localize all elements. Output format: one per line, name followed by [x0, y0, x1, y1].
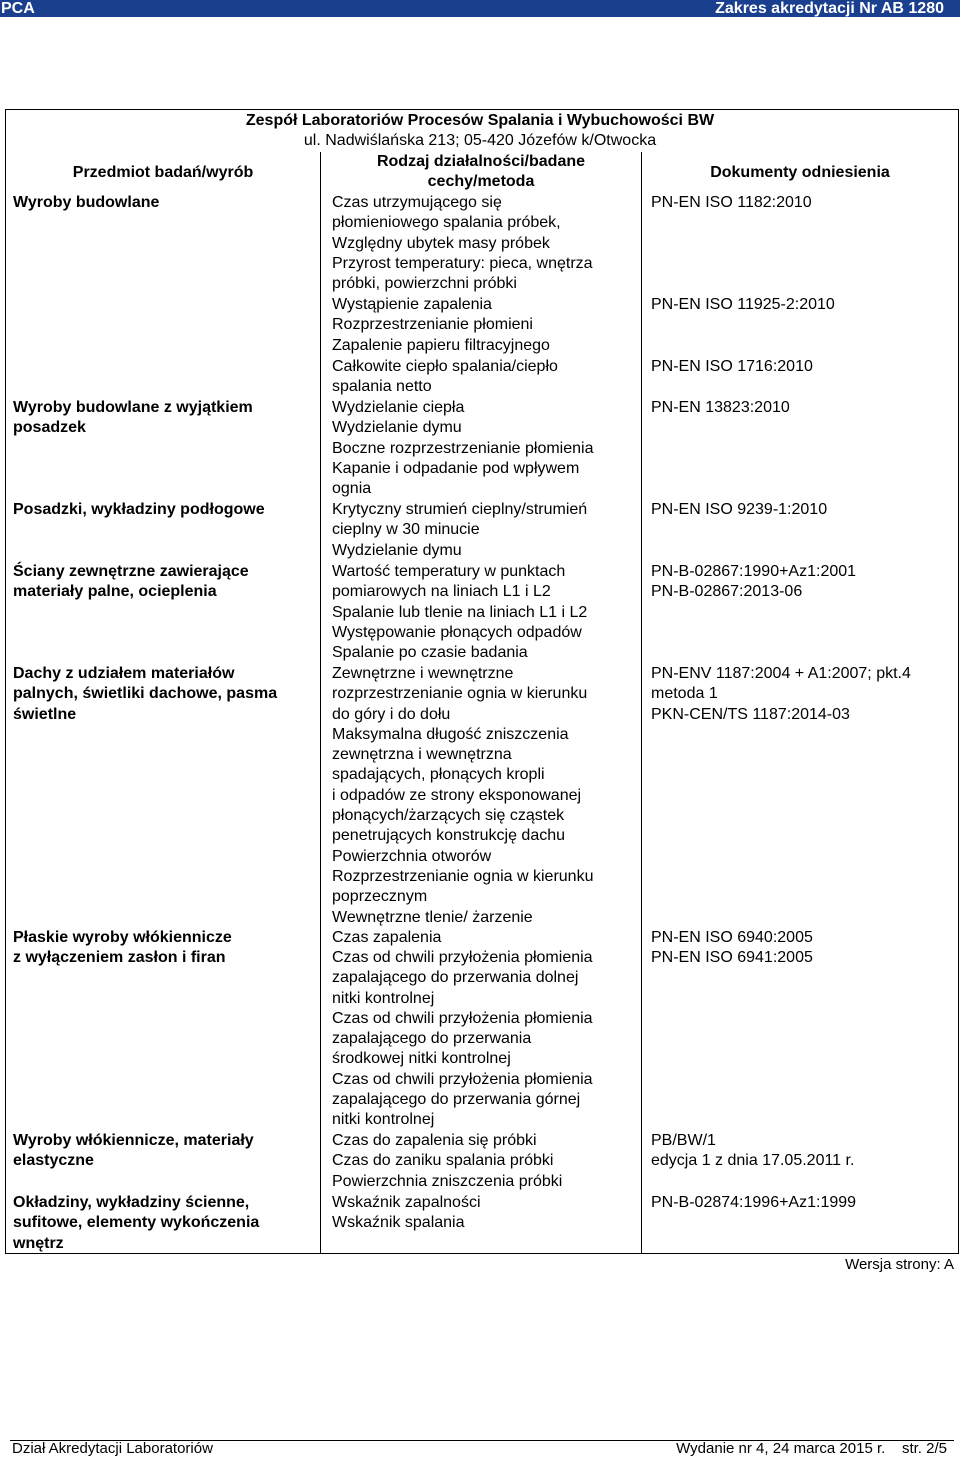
row-method: Wskaźnik zapalności Wskaźnik spalania [332, 1194, 481, 1232]
row-reference: PN-EN ISO 1716:2010 [651, 358, 813, 375]
footer-department: Dział Akredytacji Laboratoriów [12, 1440, 213, 1457]
row-subject: Okładziny, wykładziny ścienne, sufitowe, elementy wykończenia wnętrz [13, 1194, 260, 1252]
row-subject: Ściany zewnętrzne zawierające materiały palne, ocieplenia [13, 563, 249, 601]
row-subject: Płaskie wyroby włókiennicze z wyłączeniem zasłon i firan [13, 929, 232, 967]
row-subject: Wyroby włókiennicze, materiały elastyczne [13, 1132, 254, 1170]
row-reference: PN-B-02874:1996+Az1:1999 [651, 1194, 857, 1211]
row-method: Czas zapalenia [332, 929, 442, 946]
row-method: Czas od chwili przyłożenia płomienia zapalającego do przerwania dolnej nitki kontrolnej Czas od chwili przyłożenia płomienia zapalającego do przerwania środkowej nitki kontrolnej Czas od chwili przyłożenia płomienia zapalającego do przerwania górnej nitki kontrolnej [332, 949, 593, 1129]
row-method: Czas do zapalenia się próbki Czas do zaniku spalania próbki Powierzchnia zniszczenia próbki [332, 1132, 563, 1190]
laboratory-address: ul. Nadwiślańska 213; 05-420 Józefów k/Otwocka [303, 132, 657, 149]
row-method: Krytyczny strumień cieplny/strumień cieplny w 30 minucie Wydzielanie dymu [332, 501, 588, 559]
row-method: Czas utrzymującego się płomieniowego spalania próbek, Względny ubytek masy próbek Przyrost temperatury: pieca, wnętrza próbki, powierzchni próbki [332, 194, 593, 293]
row-reference: PN-EN ISO 6940:2005 [651, 929, 813, 946]
footer-edition: Wydanie nr 4, 24 marca 2015 r. str. 2/5 [676, 1440, 947, 1457]
row-subject: Dachy z udziałem materiałów palnych, świetliki dachowe, pasma świetlne [13, 665, 278, 723]
row-method: Zewnętrzne i wewnętrzne rozprzestrzenianie ognia w kierunku do góry i do dołu Maksymalna długość zniszczenia zewnętrzna i wewnętrzna spadających, płonących kropli i odpadów ze strony eksponowanej płonących/żarzących się cząstek penetrujących konstrukcję dachu Powierzchnia otworów Rozprzestrzenianie ognia w kierunku poprzecznym Wewnętrzne tlenie/ żarzenie [332, 665, 594, 926]
row-reference: PN-EN 13823:2010 [651, 399, 790, 416]
row-method: Wystąpienie zapalenia Rozprzestrzenianie płomieni Zapalenie papieru filtracyjnego [332, 296, 550, 354]
column-divider [320, 152, 321, 1254]
row-reference: PN-EN ISO 11925-2:2010 [651, 296, 835, 313]
row-reference: PN-EN ISO 1182:2010 [651, 194, 812, 211]
column-header-subject: Przedmiot badań/wyrób [72, 164, 254, 181]
row-method: Wydzielanie ciepła Wydzielanie dymu Boczne rozprzestrzenianie płomienia Kapanie i odpadanie pod wpływem ognia [332, 399, 594, 498]
row-method: Wartość temperatury w punktach pomiarowych na liniach L1 i L2 Spalanie lub tlenie na liniach L1 i L2 Występowanie płonących odpadów Spalanie po czasie badania [332, 563, 588, 662]
page-version: Wersja strony: A [845, 1256, 954, 1273]
row-reference: PN-ENV 1187:2004 + A1:2007; pkt.4 metoda 1 PKN-CEN/TS 1187:2014-03 [651, 665, 911, 723]
row-subject: Posadzki, wykładziny podłogowe [13, 501, 265, 518]
row-subject: Wyroby budowlane z wyjątkiem posadzek [13, 399, 253, 437]
column-header-method: Rodzaj działalności/badane cechy/metoda [376, 153, 586, 190]
header-title: Zakres akredytacji Nr AB 1280 [715, 0, 944, 17]
row-subject: Wyroby budowlane [13, 194, 160, 211]
document-header-bar [0, 0, 960, 17]
row-method: Całkowite ciepło spalania/ciepło spalania netto [332, 358, 558, 396]
header-organization: PCA [1, 0, 35, 17]
row-reference: PN-B-02867:1990+Az1:2001 PN-B-02867:2013-06 [651, 563, 857, 601]
laboratory-name: Zespół Laboratoriów Procesów Spalania i Wybuchowości BW [245, 112, 715, 129]
row-reference: PN-EN ISO 9239-1:2010 [651, 501, 828, 518]
column-header-reference: Dokumenty odniesienia [710, 164, 890, 181]
row-reference: PB/BW/1 edycja 1 z dnia 17.05.2011 r. [651, 1132, 855, 1170]
row-reference: PN-EN ISO 6941:2005 [651, 949, 813, 966]
